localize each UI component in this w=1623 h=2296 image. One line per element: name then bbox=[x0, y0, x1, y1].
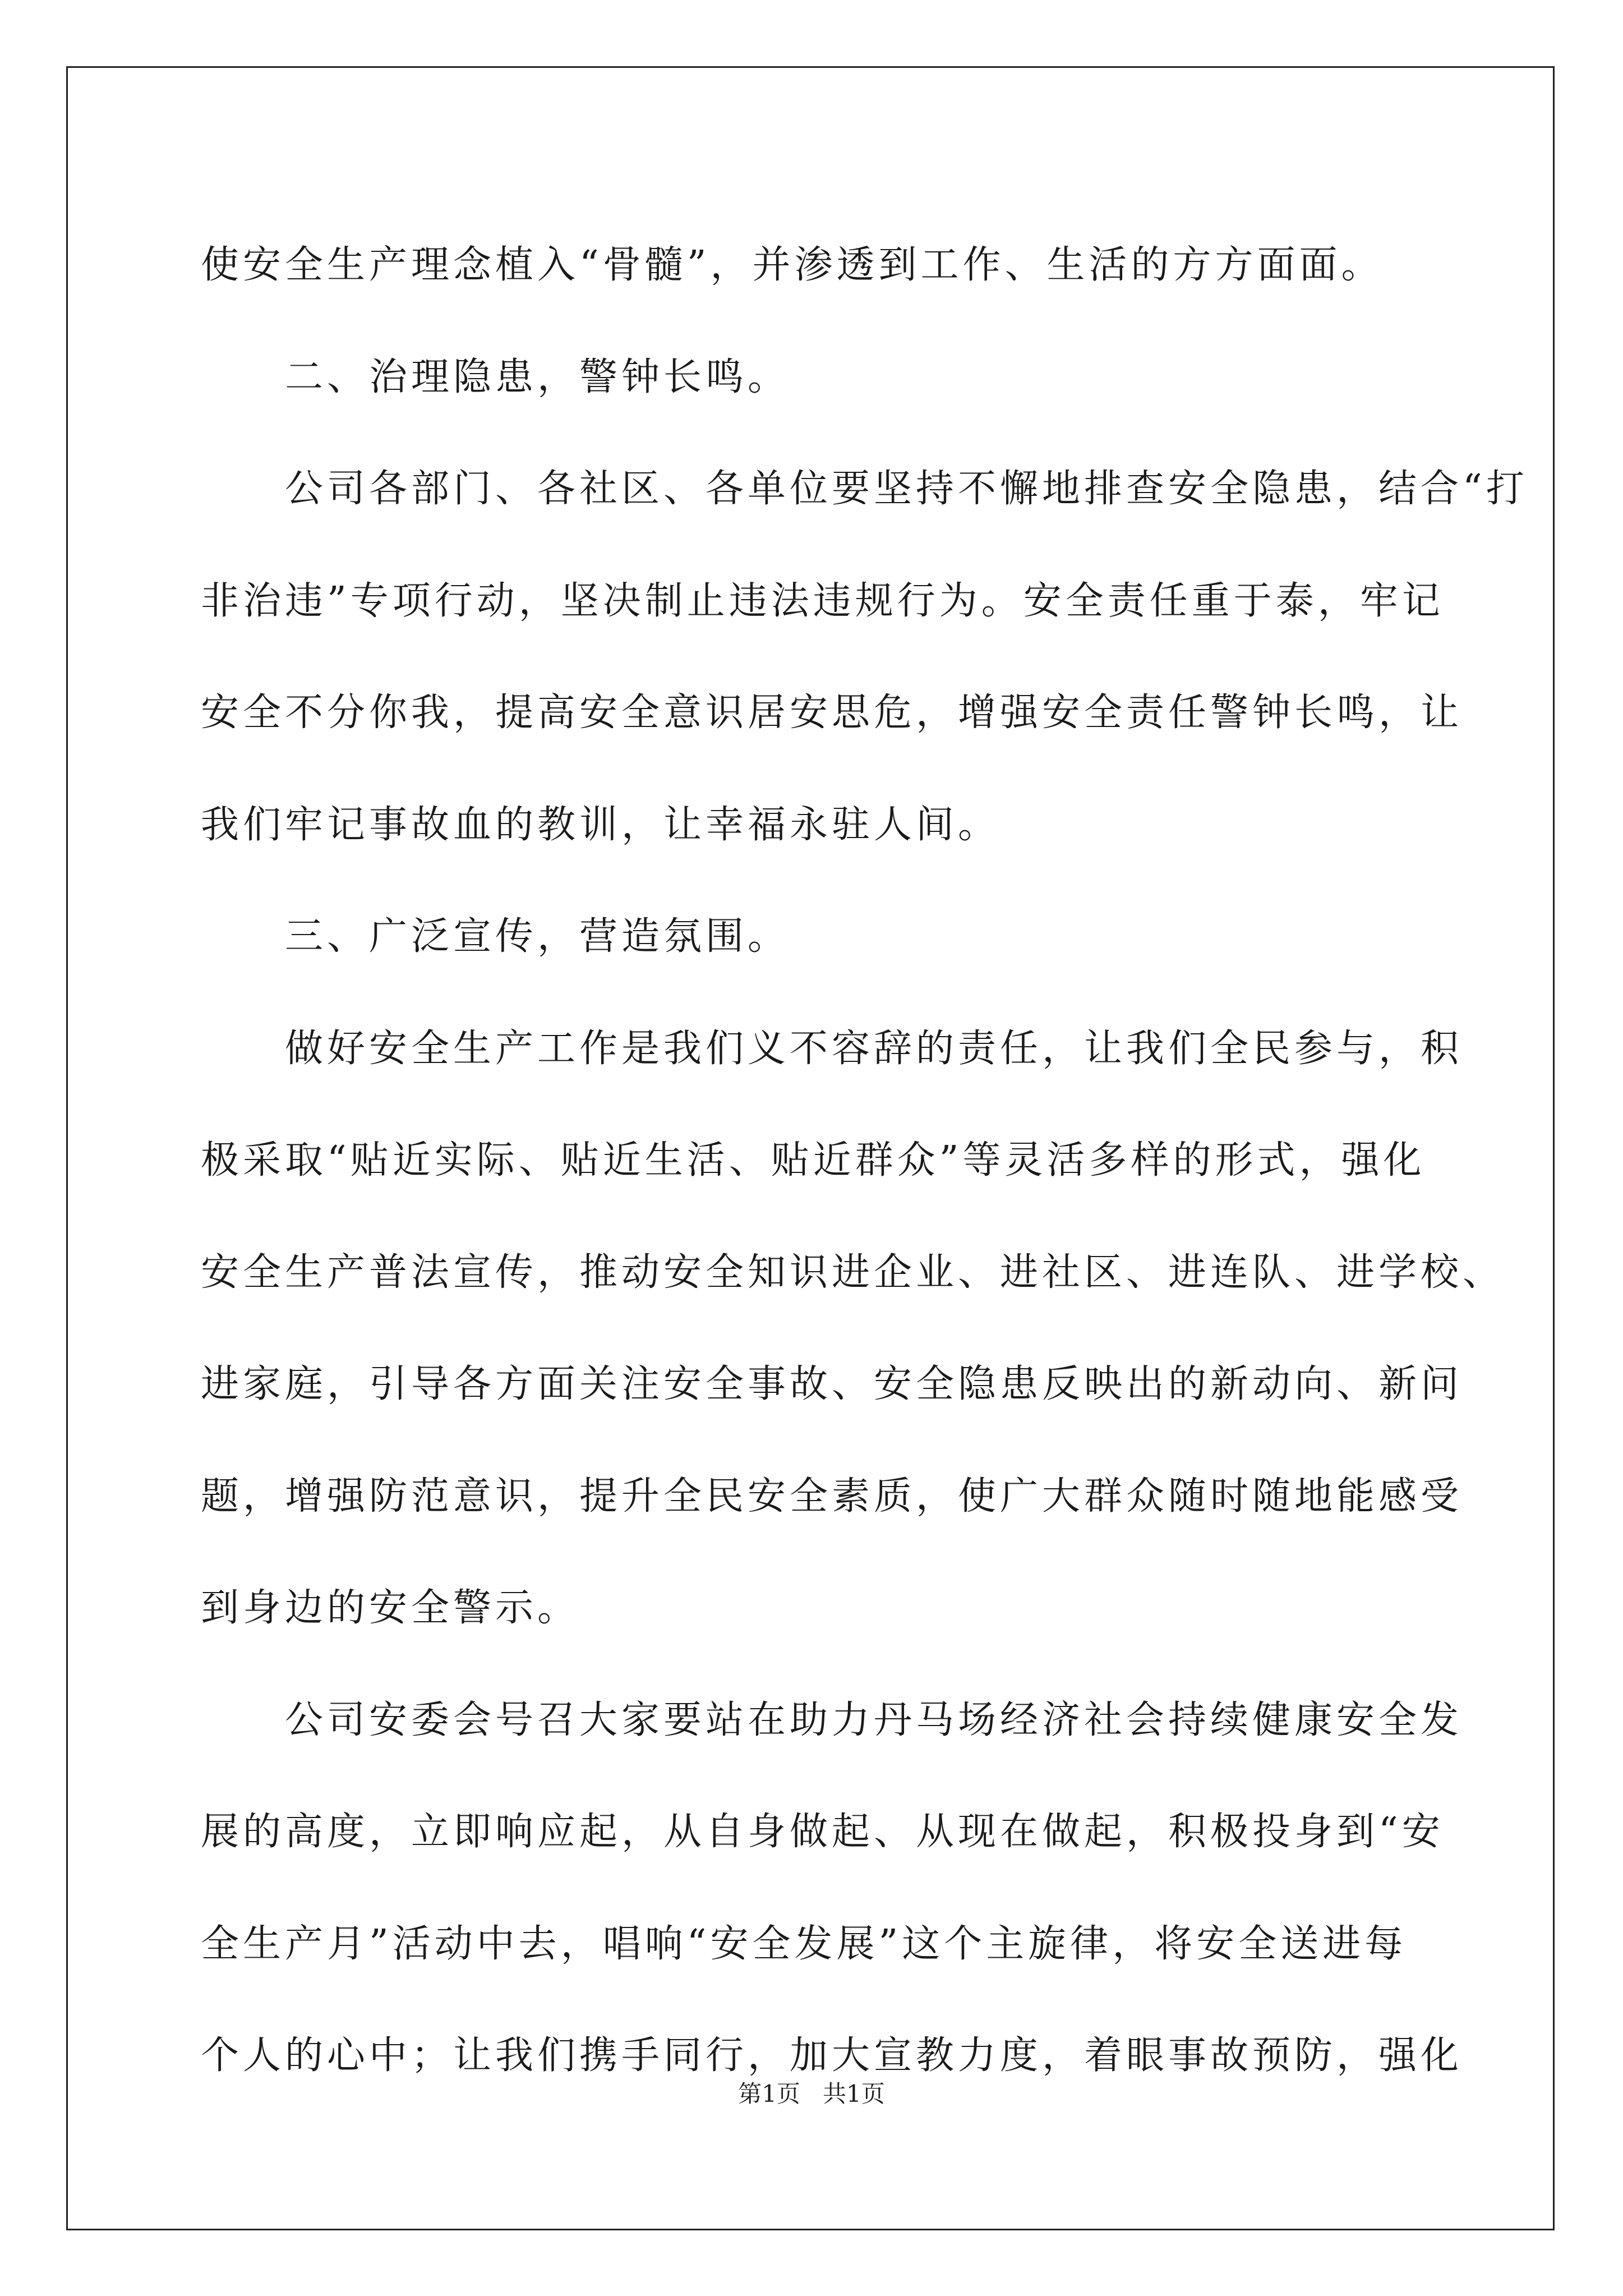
section-heading: 三、广泛宣传，营造氛围。 bbox=[285, 914, 790, 959]
text-line: 展的高度，立即响应起，从自身做起、从现在做起，积极投身到“安 bbox=[201, 1810, 1444, 1854]
text-line: 进家庭，引导各方面关注安全事故、安全隐患反映出的新动向、新问 bbox=[201, 1362, 1463, 1406]
text-line: 到身边的安全警示。 bbox=[201, 1586, 580, 1630]
text-line: 我们牢记事故血的教训，让幸福永驻人间。 bbox=[201, 802, 1000, 847]
text-line: 使安全生产理念植入“骨髓”，并渗透到工作、生活的方方面面。 bbox=[201, 243, 1384, 287]
document-body bbox=[201, 209, 1528, 2112]
page-footer: 第1页 共1页 bbox=[738, 2080, 885, 2108]
text-line: 非治违”专项行动，坚决制止违法违规行为。安全责任重于泰，牢记 bbox=[201, 578, 1444, 623]
section-heading: 二、治理隐患，警钟长鸣。 bbox=[285, 355, 790, 399]
paragraph-start-line: 公司各部门、各社区、各单位要坚持不懈地排查安全隐患，结合“打 bbox=[285, 467, 1528, 511]
text-line: 极采取“贴近实际、贴近生活、贴近群众”等灵活多样的形式，强化 bbox=[201, 1138, 1426, 1182]
text-line: 安全不分你我，提高安全意识居安思危，增强安全责任警钟长鸣，让 bbox=[201, 691, 1463, 735]
text-line: 题，增强防范意识，提升全民安全素质，使广大群众随时随地能感受 bbox=[201, 1474, 1463, 1519]
text-line: 全生产月”活动中去，唱响“安全发展”这个主旋律，将安全送进每 bbox=[201, 1921, 1407, 1966]
paragraph-start-line: 做好安全生产工作是我们义不容辞的责任，让我们全民参与，积 bbox=[285, 1026, 1463, 1071]
paragraph-start-line: 公司安委会号召大家要站在助力丹马场经济社会持续健康安全发 bbox=[285, 1697, 1463, 1742]
text-line: 安全生产普法宣传，推动安全知识进企业、进社区、进连队、进学校、 bbox=[201, 1250, 1505, 1295]
text-line: 个人的心中；让我们携手同行，加大宣教力度，着眼事故预防，强化 bbox=[201, 2033, 1463, 2078]
